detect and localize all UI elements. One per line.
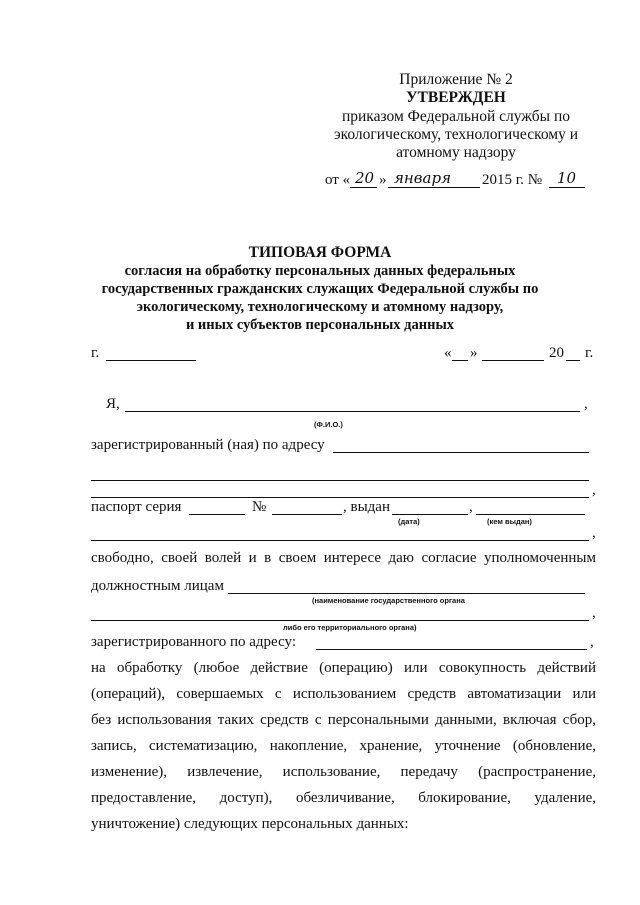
officials-field[interactable] — [228, 593, 585, 594]
date-mid: » — [379, 172, 387, 188]
consent-line: свободно, своей волей и в своем интересе даю согласие уполномоченным — [91, 550, 596, 566]
order-number-underline — [549, 187, 585, 188]
form-subtitle-line4: и иных субъектов персональных данных — [185, 317, 455, 333]
paragraph-line6: предоставление, доступ), обезличивание, блокирование, удаление, — [91, 790, 596, 806]
handwritten-order-number: 10 — [557, 169, 577, 187]
approved-by-line3: атомному надзору — [396, 144, 516, 161]
form-title: ТИПОВАЯ ФОРМА — [248, 244, 392, 261]
appendix-number: Приложение № 2 — [399, 71, 513, 88]
paragraph-last-line: уничтожение) следующих персональных данных: — [91, 816, 409, 832]
paragraph-line3: без использования таких средств с персональными данными, включая сбор, — [91, 712, 596, 728]
issuer-caption: (кем выдан) — [487, 517, 532, 526]
paragraph-line2: (операций), совершаемых с использованием средств автоматизации или — [91, 686, 596, 702]
issued-label: , выдан — [343, 499, 390, 515]
approved-by-line1: приказом Федеральной службы по — [341, 108, 571, 125]
fio-caption: (Ф.И.О.) — [314, 420, 343, 429]
approved-label: УТВЕРЖДЕН — [406, 89, 506, 106]
issuer-field-2[interactable] — [91, 540, 589, 541]
date-prefix: от « — [325, 172, 351, 188]
handwritten-day: 20 — [355, 169, 375, 187]
form-subtitle-line3: экологическому, технологическому и атомному надзору, — [136, 299, 504, 315]
address-comma: , — [592, 482, 596, 498]
city-label: г. — [91, 345, 100, 361]
form-subtitle-line2: государственных гражданских служащих Федеральной службы по — [101, 281, 539, 297]
date-year: 2015 г. № — [482, 172, 543, 188]
issue-date-field[interactable] — [392, 514, 468, 515]
passport-number-field[interactable] — [272, 514, 342, 515]
issuer-comma: , — [592, 525, 596, 541]
issued-comma: , — [469, 499, 473, 515]
paragraph-line5: изменение), извлечение, использование, передачу (распространение, — [91, 764, 596, 780]
agency-caption: (наименование государственного органа — [312, 596, 465, 605]
month-field[interactable] — [482, 360, 544, 361]
date-caption: (дата) — [398, 517, 420, 526]
year-field[interactable] — [566, 360, 580, 361]
approved-by-line2: экологическому, технологическому и — [333, 126, 579, 143]
registered-label: зарегистрированный (ная) по адресу — [91, 437, 325, 453]
agency-address-comma: , — [590, 634, 594, 650]
fio-comma: , — [584, 396, 588, 412]
date-open-quote: « — [444, 345, 452, 361]
agency-field[interactable] — [91, 620, 589, 621]
address-field-1[interactable] — [333, 452, 589, 453]
year-suffix: г. — [585, 345, 594, 361]
month-underline — [388, 187, 480, 188]
issuer-field[interactable] — [476, 514, 585, 515]
day-underline — [350, 187, 377, 188]
paragraph-line1: на обработку (любое действие (операцию) или совокупность действий — [91, 660, 596, 676]
officials-label: должностным лицам — [91, 578, 224, 594]
territorial-caption: либо его территориального органа) — [283, 623, 417, 632]
agency-comma: , — [592, 605, 596, 621]
day-field[interactable] — [452, 360, 468, 361]
registered-address-label: зарегистрированного по адресу: — [91, 634, 296, 650]
handwritten-month: января — [394, 169, 452, 187]
address-field-3[interactable] — [91, 497, 589, 498]
year-prefix: 20 — [549, 345, 564, 361]
form-subtitle-line1: согласия на обработку персональных данных федеральных — [124, 263, 516, 279]
passport-number-label: № — [252, 499, 267, 515]
paragraph-line4: запись, систематизацию, накопление, хранение, уточнение (обновление, — [91, 738, 596, 754]
fio-field[interactable] — [125, 411, 580, 412]
agency-address-field[interactable] — [316, 649, 587, 650]
passport-series-field[interactable] — [189, 514, 245, 515]
passport-series-label: паспорт серия — [91, 499, 182, 515]
city-field[interactable] — [106, 360, 196, 361]
i-label: Я, — [106, 396, 120, 412]
date-close-quote: » — [470, 345, 478, 361]
address-field-2[interactable] — [91, 480, 589, 481]
